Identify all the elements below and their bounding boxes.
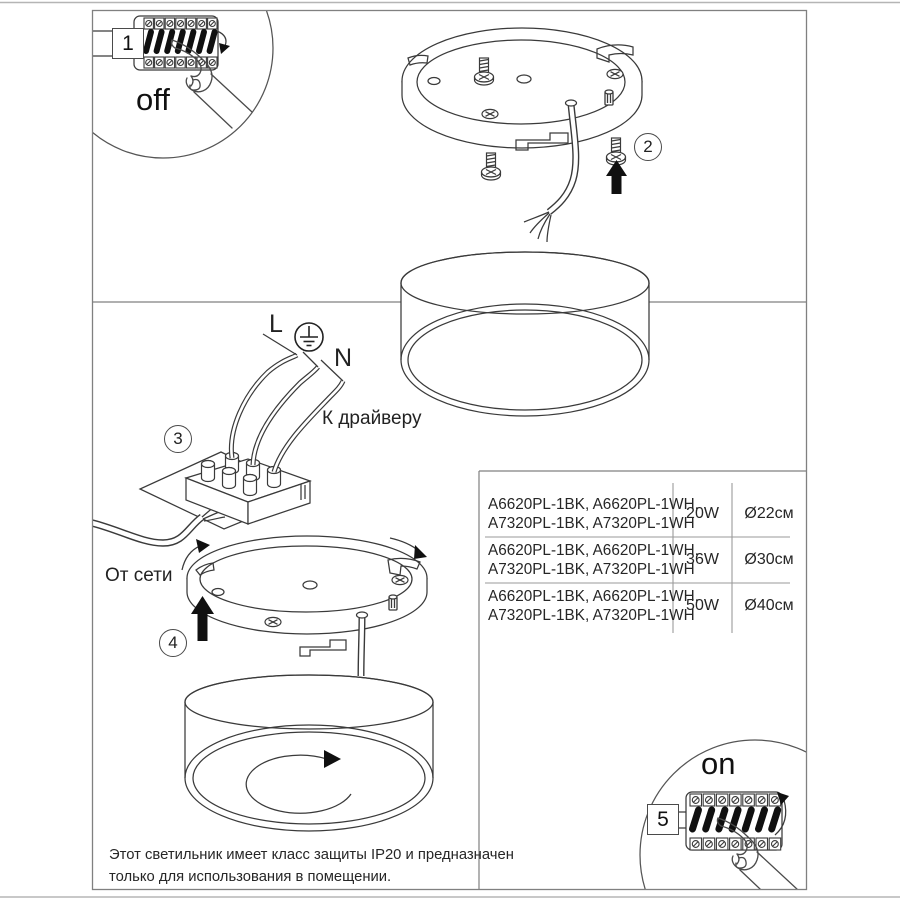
diameter-cell: Ø40см bbox=[744, 597, 794, 614]
on-label: on bbox=[701, 746, 736, 781]
table-row-models bbox=[488, 588, 699, 625]
table-row-models bbox=[488, 496, 699, 533]
pointing-hand-icon bbox=[171, 40, 252, 128]
diameter-cell: Ø22см bbox=[744, 505, 794, 522]
switch-down-arrow-icon bbox=[217, 31, 230, 54]
step4-attach-diagram bbox=[182, 536, 433, 831]
breaker-row-on-icon bbox=[690, 794, 781, 850]
step-number-2: 2 bbox=[634, 133, 662, 161]
from-mains-label: От сети bbox=[105, 565, 173, 586]
diameter-cell: Ø30см bbox=[744, 551, 794, 568]
step2-mounting-plate-diagram bbox=[402, 28, 642, 242]
power-cell: 50W bbox=[686, 597, 719, 614]
safety-note-line: только для использования в помещении. bbox=[109, 868, 392, 885]
models-cell-line: A6620PL-1BK, A6620PL-1WH, bbox=[488, 542, 699, 559]
ground-icon bbox=[295, 323, 323, 351]
mains-cable-icon bbox=[92, 505, 225, 543]
power-cell: 20W bbox=[686, 505, 719, 522]
screw-head-icon bbox=[392, 575, 408, 584]
screw-head-icon bbox=[265, 617, 281, 626]
models-cell-line: A7320PL-1BK, A7320PL-1WH bbox=[488, 560, 695, 578]
keyhole-slot bbox=[300, 640, 346, 656]
models-cell-line: A7320PL-1BK, A7320PL-1WH bbox=[488, 606, 695, 624]
step-number-1: 1 bbox=[112, 28, 144, 59]
wire-label-neutral: N bbox=[334, 344, 353, 372]
models-cell-line: A6620PL-1BK, A6620PL-1WH, bbox=[488, 588, 699, 605]
wire-label-line: L bbox=[269, 310, 283, 338]
step-number-5: 5 bbox=[647, 804, 679, 835]
step-number-4: 4 bbox=[159, 629, 187, 657]
safety-note-line: Этот светильник имеет класс защиты IP20 и предназначен bbox=[109, 847, 514, 863]
table-row-models bbox=[488, 542, 699, 579]
peg-icon bbox=[389, 595, 397, 610]
to-driver-label: К драйверу bbox=[322, 408, 422, 429]
driver-wires-icon bbox=[231, 334, 343, 472]
screw-head-icon bbox=[607, 69, 623, 78]
lamp-drum-rotate-diagram bbox=[185, 675, 433, 831]
terminal-block-icon bbox=[186, 453, 310, 525]
step3-wiring-diagram bbox=[92, 323, 343, 543]
screw-head-icon bbox=[482, 109, 498, 118]
models-cell-line: A7320PL-1BK, A7320PL-1WH bbox=[488, 514, 695, 532]
step1-breaker-off-diagram bbox=[53, 0, 273, 158]
insert-up-arrow-icon bbox=[606, 160, 627, 194]
power-cell: 36W bbox=[686, 551, 719, 568]
models-cell-line: A6620PL-1BK, A6620PL-1WH, bbox=[488, 496, 699, 513]
peg-icon bbox=[605, 90, 613, 105]
screw-icon bbox=[482, 153, 501, 180]
safety-note bbox=[109, 845, 514, 888]
lamp-drum-diagram bbox=[401, 252, 649, 416]
off-label: off bbox=[136, 82, 170, 117]
step-number-3: 3 bbox=[164, 425, 192, 453]
